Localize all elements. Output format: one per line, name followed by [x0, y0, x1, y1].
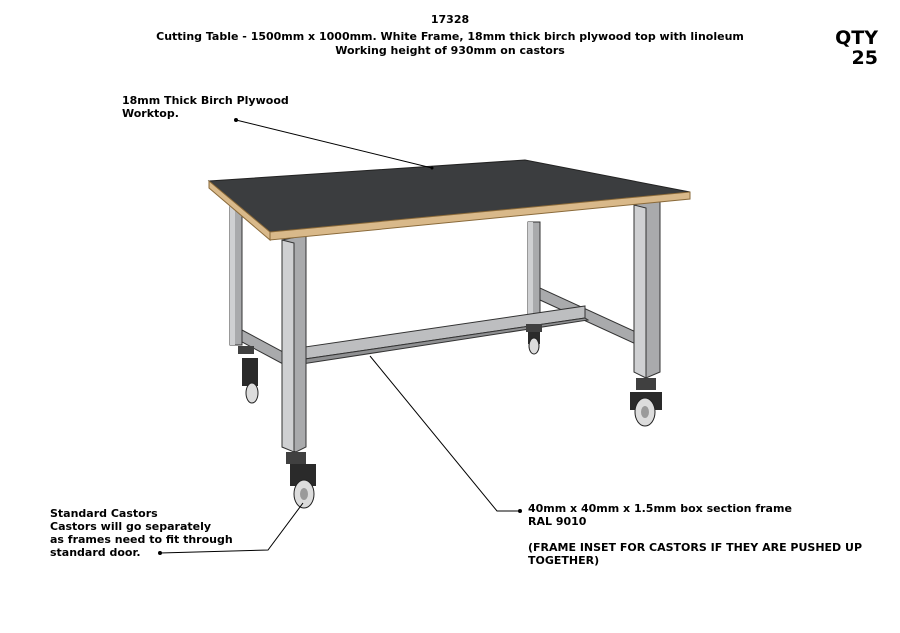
worktop [209, 160, 690, 240]
front-left-leg [282, 235, 306, 452]
description-line-1: Cutting Table - 1500mm x 1000mm. White Frame, 18mm thick birch plywood top with linoleum [156, 30, 744, 43]
castor-back-left [238, 346, 258, 403]
callout-castors-line2: Castors will go separately [50, 520, 212, 533]
part-number: 17328 [430, 13, 470, 26]
quantity-value: 25 [851, 47, 878, 69]
callout-castors-line1: Standard Castors [50, 507, 158, 520]
back-left-leg [230, 198, 242, 345]
leader-worktop [236, 120, 432, 168]
front-right-leg [634, 198, 660, 378]
callout-frame-line2: RAL 9010 [528, 515, 587, 528]
back-right-leg [528, 222, 540, 322]
callout-frame-line1: 40mm x 40mm x 1.5mm box section frame [528, 502, 792, 515]
callout-castors [50, 507, 233, 559]
castor-front-left [286, 452, 316, 508]
callout-worktop [122, 94, 289, 120]
quantity-label: QTY [835, 27, 878, 49]
callout-frame [528, 502, 862, 567]
leader-frame [370, 356, 520, 511]
long-bottom-rail [298, 306, 588, 364]
callout-frame-note-line2: TOGETHER) [528, 554, 600, 567]
description-line-2: Working height of 930mm on castors [335, 44, 565, 57]
callout-castors-line4: standard door. [50, 546, 141, 559]
callout-worktop-line2: Worktop. [122, 107, 179, 120]
callout-castors-line3: as frames need to fit through [50, 533, 233, 546]
castor-back-right [526, 324, 542, 354]
callout-worktop-line1: 18mm Thick Birch Plywood [122, 94, 289, 107]
callout-frame-note-line1: (FRAME INSET FOR CASTORS IF THEY ARE PUSHED UP [528, 541, 863, 554]
castor-front-right [630, 378, 662, 426]
leader-dot-frame [518, 509, 522, 513]
leader-end-worktop [431, 167, 434, 170]
